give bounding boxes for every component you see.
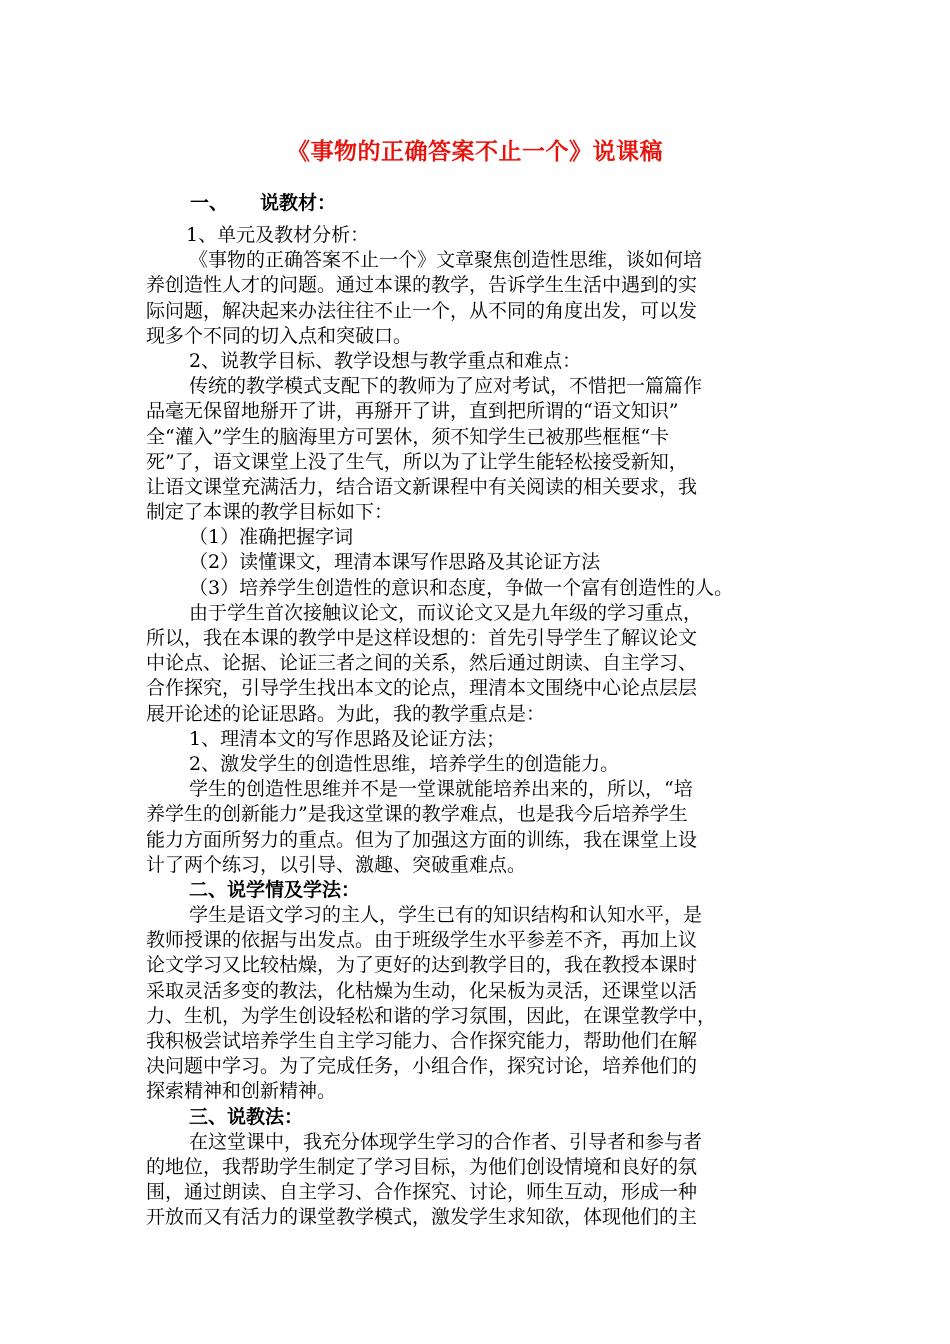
text-line: 我积极尝试培养学生自主学习能力、合作探究能力，帮助他们在解 — [146, 1030, 698, 1052]
text-line: （1）准确把握字词 — [189, 526, 354, 549]
text-line: 2、激发学生的创造性思维，培养学生的创造能力。 — [189, 752, 620, 775]
text-line: 决问题中学习。为了完成任务，小组合作，探究讨论，培养他们的 — [146, 1055, 698, 1078]
text-line: 养创造性人才的问题。通过本课的教学，告诉学生生活中遇到的实 — [146, 274, 698, 297]
text-line: 品毫无保留地掰开了讲，再掰开了讲，直到把所谓的“语文知识” — [146, 400, 679, 423]
text-line: （2）读懂课文，理清本课写作思路及其论证方法 — [189, 551, 601, 574]
text-line: （3）培养学生创造性的意识和态度，争做一个富有创造性的人。 — [189, 576, 734, 599]
text-line: 2、说教学目标、教学设想与教学重点和难点： — [189, 349, 582, 372]
section-number: 一、 — [190, 192, 229, 214]
section-heading: 三、说教法： — [189, 1105, 304, 1128]
text-line: 开放而又有活力的课堂教学模式，激发学生求知欲，体现他们的主 — [146, 1206, 698, 1229]
text-line: 展开论述的论证思路。为此，我的教学重点是： — [146, 702, 546, 725]
text-line: 学生是语文学习的主人，学生已有的知识结构和认知水平，是 — [189, 904, 703, 927]
text-line: 在这堂课中，我充分体现学生学习的合作者、引导者和参与者 — [189, 1130, 703, 1153]
text-line: 1、单元及教材分析： — [186, 224, 370, 246]
text-line: 所以，我在本课的教学中是这样设想的：首先引导学生了解议论文 — [146, 627, 698, 649]
section-heading: 二、说学情及学法： — [189, 878, 361, 901]
text-line: 中论点、论据、论证三者之间的关系，然后通过朗读、自主学习、 — [146, 652, 698, 675]
text-line: 让语文课堂充满活力，结合语文新课程中有关阅读的相关要求，我 — [146, 475, 698, 498]
text-line: 现多个不同的切入点和突破口。 — [146, 324, 413, 347]
text-line: 计了两个练习，以引导、激趣、突破重难点。 — [146, 853, 527, 876]
text-line: 围，通过朗读、自主学习、合作探究、讨论，师生互动，形成一种 — [146, 1181, 698, 1204]
document-title: 《事物的正确答案不止一个》说课稿 — [287, 139, 663, 165]
text-line: 能力方面所努力的重点。但为了加强这方面的训练，我在课堂上设 — [146, 828, 698, 851]
text-line: 教师授课的依据与出发点。由于班级学生水平参差不齐，再加上议 — [146, 929, 698, 952]
document-body — [146, 223, 806, 1231]
text-line: 采取灵活多变的教法，化枯燥为生动，化呆板为灵活，还课堂以活 — [146, 979, 698, 1002]
section-heading-text: 说教材： — [260, 192, 337, 214]
text-line: 全“灌入”学生的脑海里方可罢休，须不知学生已被那些框框“卡 — [146, 425, 670, 448]
text-line: 制定了本课的教学目标如下： — [146, 501, 394, 524]
text-line: 1、理清本文的写作思路及论证方法； — [189, 727, 506, 750]
text-line: 合作探究，引导学生找出本文的论点，理清本文围绕中心论点层层 — [146, 677, 698, 700]
text-line: 探索精神和创新精神。 — [146, 1080, 337, 1103]
text-line: 由于学生首次接触议论文，而议论文又是九年级的学习重点， — [189, 601, 703, 624]
text-line: 《事物的正确答案不止一个》文章聚焦创造性思维，谈如何培 — [189, 249, 703, 272]
text-line: 际问题，解决起来办法往往不止一个，从不同的角度出发，可以发 — [146, 299, 698, 322]
text-line: 养学生的创新能力”是我这堂课的教学难点，也是我今后培养学生 — [146, 803, 688, 826]
text-line: 力、生机，为学生创设轻松和谐的学习氛围，因此，在课堂教学中， — [146, 1004, 717, 1027]
section-heading-1 — [190, 188, 336, 215]
text-line: 论文学习又比较枯燥，为了更好的达到教学目的，我在教授本课时 — [146, 954, 698, 977]
text-line: 的地位，我帮助学生制定了学习目标，为他们创设情境和良好的氛 — [146, 1155, 698, 1178]
text-line: 死”了，语文课堂上没了生气，所以为了让学生能轻松接受新知， — [146, 450, 688, 473]
text-line: 传统的教学模式支配下的教师为了应对考试，不惜把一篇篇作 — [189, 375, 703, 398]
text-line: 学生的创造性思维并不是一堂课就能培养出来的，所以，“培 — [189, 778, 693, 801]
